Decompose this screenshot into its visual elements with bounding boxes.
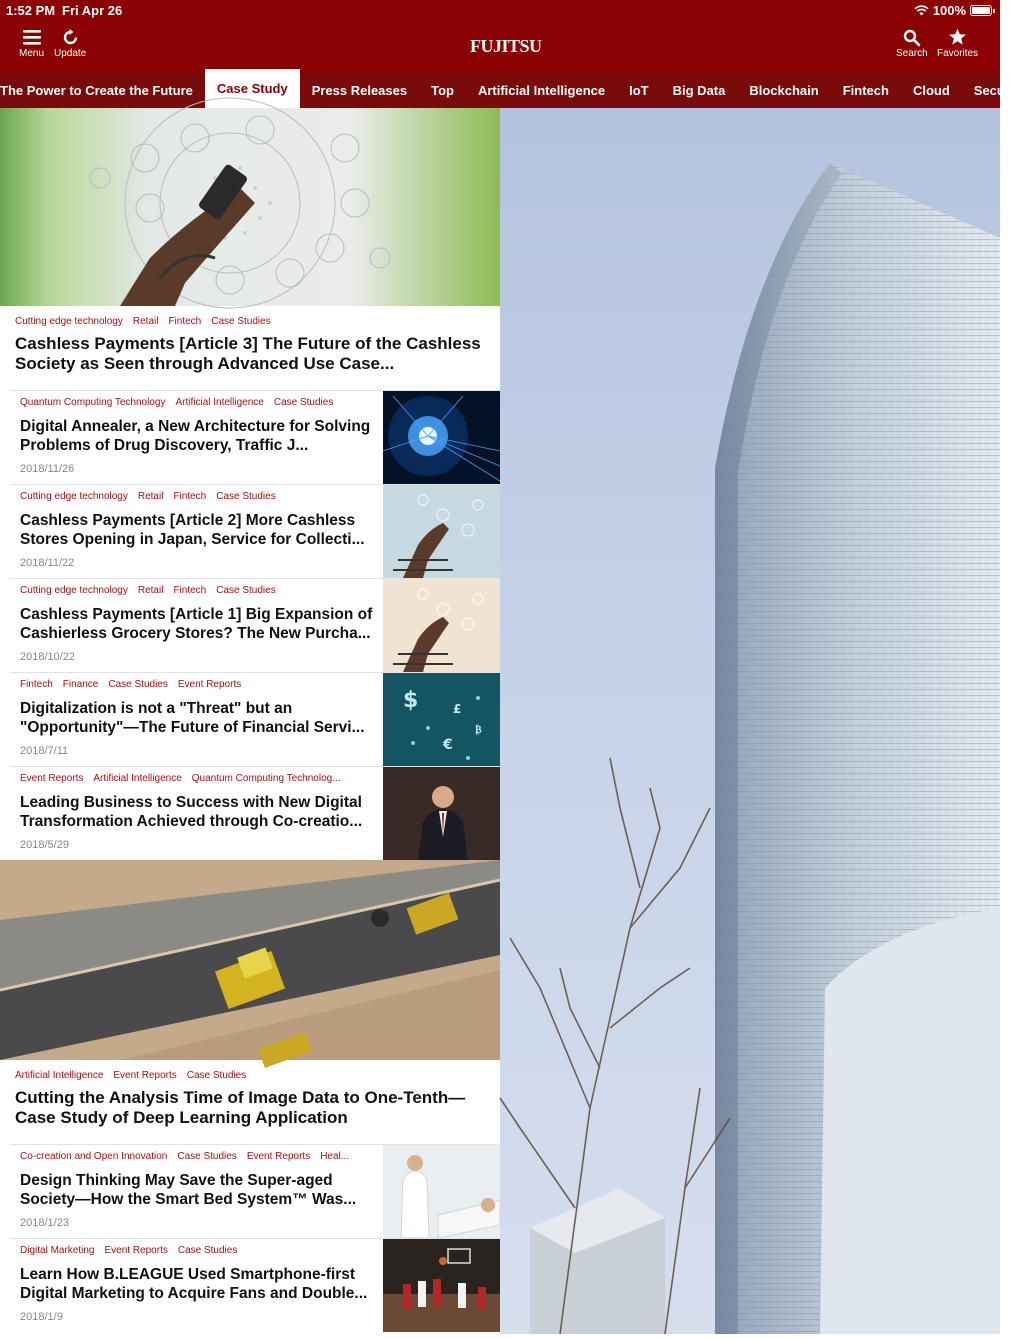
tag[interactable]: Co-creation and Open Innovation: [20, 1151, 168, 1162]
tab-top[interactable]: Top: [431, 83, 454, 98]
status-date: Fri Apr 26: [62, 3, 123, 18]
tag[interactable]: Fintech: [173, 585, 207, 596]
article-tags: [15, 1070, 485, 1081]
article-thumbnail[interactable]: [383, 673, 500, 766]
search-icon: [903, 26, 920, 48]
svg-text:₿: ₿: [475, 725, 482, 736]
building-background-image: [500, 108, 1000, 1334]
featured-image-road[interactable]: [0, 860, 500, 1060]
battery-icon: [970, 5, 992, 16]
article-title[interactable]: Cashless Payments [Article 3] The Future of the Cashless Society as Seen through Advanced Use Case...: [15, 334, 481, 373]
article-thumbnail[interactable]: [383, 391, 500, 484]
tag[interactable]: Event Reports: [104, 1245, 168, 1256]
wifi-icon: [914, 5, 929, 16]
tag[interactable]: Event Reports: [20, 773, 84, 784]
tab-iot[interactable]: IoT: [629, 83, 649, 98]
tag[interactable]: Event Reports: [246, 1151, 311, 1162]
tab-cloud[interactable]: Cloud: [912, 83, 950, 98]
list-item[interactable]: [10, 578, 500, 672]
tag[interactable]: Retail: [137, 585, 164, 596]
status-time: 1:52 PM: [6, 3, 56, 18]
tag[interactable]: Event Reports: [113, 1070, 177, 1081]
list-item[interactable]: [10, 1238, 500, 1332]
article-date: 2018/11/26: [20, 463, 75, 475]
article-tags: [20, 585, 375, 596]
tab-big-data[interactable]: Big Data: [672, 83, 726, 98]
article-thumbnail[interactable]: [383, 579, 500, 672]
article-title[interactable]: Digitalization is not a "Threat" but an "Opportunity"—The Future of Financial Servi...: [20, 700, 365, 736]
app-header: [0, 0, 1000, 73]
article-tags: [20, 679, 375, 690]
tab-fintech[interactable]: Fintech: [842, 83, 889, 98]
article-date: 2018/11/22: [20, 557, 75, 569]
smartphone-network-illustration: [0, 108, 500, 306]
article-thumbnail[interactable]: [383, 1239, 500, 1332]
article-thumbnail[interactable]: [383, 1145, 500, 1238]
menu-button[interactable]: [19, 26, 44, 59]
tag[interactable]: Heal...: [320, 1151, 350, 1162]
tag[interactable]: Retail: [137, 491, 164, 502]
search-button[interactable]: [896, 26, 928, 59]
list-item[interactable]: [10, 766, 500, 860]
tab-the-power-to-create-the-future[interactable]: The Power to Create the Future: [0, 83, 193, 98]
tab-blockchain[interactable]: Blockchain: [749, 83, 819, 98]
article-date: 2018/7/11: [20, 745, 69, 757]
tag[interactable]: Case Studies: [273, 397, 334, 408]
tag[interactable]: Case Studies: [216, 585, 276, 596]
tag[interactable]: Cutting edge technology: [20, 585, 128, 596]
article-title[interactable]: Cashless Payments [Article 1] Big Expansion of Cashierless Grocery Stores? The New Purcha...: [20, 606, 373, 642]
tag[interactable]: Artificial Intelligence: [175, 397, 264, 408]
list-item[interactable]: [10, 390, 500, 484]
tag[interactable]: Case Studies: [177, 1245, 238, 1256]
favorites-label: Favorites: [937, 48, 979, 59]
tag[interactable]: Event Reports: [177, 679, 242, 690]
search-label: Search: [896, 48, 928, 59]
svg-text:€: €: [443, 737, 453, 753]
tag[interactable]: Finance: [62, 679, 99, 690]
tag[interactable]: Cutting edge technology: [15, 316, 123, 327]
aerial-road-illustration: [0, 860, 500, 1060]
tab-press-releases[interactable]: Press Releases: [311, 83, 408, 98]
article-tags: [20, 773, 375, 784]
article-title[interactable]: Cutting the Analysis Time of Image Data to One-Tenth—Case Study of Deep Learning Application: [15, 1088, 466, 1127]
tab-artificial-intelligence[interactable]: Artificial Intelligence: [477, 83, 606, 98]
article-date: 2018/5/29: [20, 839, 69, 851]
menu-label: Menu: [19, 48, 45, 59]
article-tags: [20, 1151, 375, 1162]
article-tags: [20, 397, 375, 408]
tag[interactable]: Retail: [132, 316, 159, 327]
fujitsu-logo: FUJITSU: [470, 36, 542, 56]
article-tags: [20, 491, 375, 502]
tag[interactable]: Case Studies: [177, 1151, 237, 1162]
tag[interactable]: Quantum Computing Technolog...: [191, 773, 341, 784]
article-title[interactable]: Leading Business to Success with New Digital Transformation Achieved through Co-creatio...: [20, 794, 363, 830]
tag[interactable]: Case Studies: [108, 679, 168, 690]
featured-article-2[interactable]: [0, 1060, 500, 1144]
skyscraper-illustration: [500, 108, 1000, 1334]
featured-article-1[interactable]: [0, 306, 500, 390]
list-item[interactable]: [10, 484, 500, 578]
tag[interactable]: Cutting edge technology: [20, 491, 128, 502]
tag[interactable]: Artificial Intelligence: [15, 1070, 104, 1081]
featured-image-cashless[interactable]: [0, 108, 500, 306]
article-date: 2018/1/23: [20, 1217, 69, 1229]
update-label: Update: [54, 48, 87, 59]
svg-text:£: £: [453, 702, 462, 716]
list-item[interactable]: [10, 1144, 500, 1238]
hamburger-icon: [23, 26, 41, 48]
favorites-button[interactable]: [937, 26, 978, 59]
article-date: 2018/10/22: [20, 651, 76, 663]
tab-case-study[interactable]: Case Study: [205, 69, 300, 108]
article-tags: [20, 1245, 375, 1256]
tag[interactable]: Fintech: [20, 679, 53, 690]
article-thumbnail[interactable]: [383, 767, 500, 860]
article-title[interactable]: Cashless Payments [Article 2] More Cashless Stores Opening in Japan, Service for Collecti...: [20, 512, 365, 548]
article-list: [0, 108, 500, 1334]
tag[interactable]: Artificial Intelligence: [93, 773, 182, 784]
article-title[interactable]: Design Thinking May Save the Super-aged Society—How the Smart Bed System™ Was...: [20, 1172, 357, 1208]
article-title[interactable]: Digital Annealer, a New Architecture for Solving Problems of Drug Discovery, Traffic J...: [20, 418, 371, 454]
tag[interactable]: Quantum Computing Technology: [20, 397, 166, 408]
tag[interactable]: Case Studies: [211, 316, 271, 327]
status-indicators: [914, 3, 992, 18]
category-tabs: [0, 73, 1014, 108]
article-tags: [15, 316, 485, 327]
tag[interactable]: Fintech: [173, 491, 207, 502]
article-title[interactable]: Learn How B.LEAGUE Used Smartphone-first Digital Marketing to Acquire Fans and Double...: [20, 1266, 368, 1302]
tab-security[interactable]: Securi: [973, 83, 1014, 98]
battery-percent: 100%: [932, 3, 966, 18]
tag[interactable]: Fintech: [168, 316, 202, 327]
svg-text:$: $: [403, 688, 419, 713]
tag[interactable]: Case Studies: [216, 491, 276, 502]
update-button[interactable]: [54, 26, 86, 59]
star-icon: [948, 26, 967, 48]
list-item[interactable]: [10, 672, 500, 766]
refresh-icon: [62, 26, 79, 48]
article-date: 2018/1/9: [20, 1311, 63, 1323]
article-thumbnail[interactable]: [383, 485, 500, 578]
tag[interactable]: Case Studies: [186, 1070, 247, 1081]
tag[interactable]: Digital Marketing: [20, 1245, 95, 1256]
